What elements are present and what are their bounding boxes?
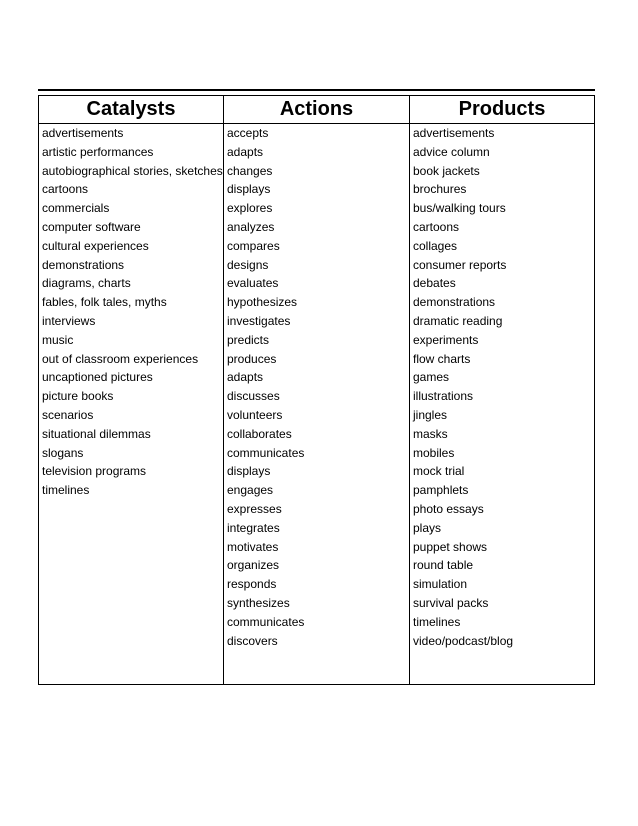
product-item: puppet shows bbox=[413, 539, 488, 554]
catalysts-actions-products-table bbox=[38, 95, 595, 685]
product-item: brochures bbox=[413, 182, 467, 197]
actions-column bbox=[224, 124, 409, 650]
action-item: evaluates bbox=[227, 276, 279, 291]
action-item: produces bbox=[227, 351, 277, 366]
product-item: experiments bbox=[413, 332, 479, 347]
header-catalysts: Catalysts bbox=[86, 98, 176, 120]
catalyst-item: slogans bbox=[42, 445, 84, 460]
product-item: advice column bbox=[413, 144, 490, 159]
product-item: timelines bbox=[413, 614, 461, 629]
catalyst-item: uncaptioned pictures bbox=[42, 370, 153, 385]
action-item: discusses bbox=[227, 389, 280, 404]
action-item: investigates bbox=[227, 313, 291, 328]
action-item: adapts bbox=[227, 370, 264, 385]
product-item: pamphlets bbox=[413, 483, 469, 498]
action-item: communicates bbox=[227, 614, 305, 629]
action-item: organizes bbox=[227, 558, 280, 573]
catalyst-item: interviews bbox=[42, 313, 96, 328]
action-item: designs bbox=[227, 257, 269, 272]
product-item: advertisements bbox=[413, 126, 495, 140]
catalyst-item: cultural experiences bbox=[42, 238, 149, 253]
catalyst-item: scenarios bbox=[42, 407, 94, 422]
catalyst-item: diagrams, charts bbox=[42, 276, 131, 291]
catalyst-item: fables, folk tales, myths bbox=[42, 295, 167, 310]
action-item: communicates bbox=[227, 445, 305, 460]
product-item: masks bbox=[413, 426, 448, 441]
product-item: debates bbox=[413, 276, 456, 291]
product-item: flow charts bbox=[413, 351, 471, 366]
action-item: displays bbox=[227, 182, 271, 197]
product-item: round table bbox=[413, 558, 474, 573]
catalyst-item: commercials bbox=[42, 201, 110, 216]
product-item: photo essays bbox=[413, 501, 484, 516]
product-item: simulation bbox=[413, 577, 468, 592]
product-item: consumer reports bbox=[413, 257, 507, 272]
action-item: integrates bbox=[227, 520, 280, 535]
header-actions: Actions bbox=[279, 98, 354, 120]
product-item: illustrations bbox=[413, 389, 474, 404]
product-item: mock trial bbox=[413, 464, 465, 479]
product-item: plays bbox=[413, 520, 442, 535]
action-item: responds bbox=[227, 577, 277, 592]
action-item: motivates bbox=[227, 539, 279, 554]
catalysts-column bbox=[39, 124, 223, 500]
catalyst-item: artistic performances bbox=[42, 144, 154, 159]
action-item: hypothesizes bbox=[227, 295, 298, 310]
catalyst-item: advertisements bbox=[42, 126, 124, 140]
products-column bbox=[410, 124, 594, 650]
action-item: analyzes bbox=[227, 219, 275, 234]
catalyst-item: autobiographical stories, sketches bbox=[42, 163, 223, 178]
product-item: games bbox=[413, 370, 450, 385]
catalyst-item: television programs bbox=[42, 464, 147, 479]
action-item: explores bbox=[227, 201, 273, 216]
catalyst-item: cartoons bbox=[42, 182, 89, 197]
catalyst-item: out of classroom experiences bbox=[42, 351, 199, 366]
product-item: book jackets bbox=[413, 163, 480, 178]
catalyst-item: music bbox=[42, 332, 74, 347]
action-item: changes bbox=[227, 163, 273, 178]
action-item: accepts bbox=[227, 126, 269, 140]
product-item: dramatic reading bbox=[413, 313, 503, 328]
catalyst-item: picture books bbox=[42, 389, 114, 404]
catalyst-item: computer software bbox=[42, 219, 141, 234]
header-products: Products bbox=[458, 98, 546, 120]
catalyst-item: situational dilemmas bbox=[42, 426, 151, 441]
product-item: survival packs bbox=[413, 595, 489, 610]
product-item: mobiles bbox=[413, 445, 455, 460]
product-item: cartoons bbox=[413, 219, 460, 234]
product-item: jingles bbox=[413, 407, 448, 422]
action-item: compares bbox=[227, 238, 280, 253]
product-item: bus/walking tours bbox=[413, 201, 506, 216]
action-item: expresses bbox=[227, 501, 282, 516]
action-item: volunteers bbox=[227, 407, 283, 422]
action-item: displays bbox=[227, 464, 271, 479]
action-item: predicts bbox=[227, 332, 270, 347]
action-item: synthesizes bbox=[227, 595, 290, 610]
product-item: video/podcast/blog bbox=[413, 633, 514, 648]
action-item: discovers bbox=[227, 633, 278, 648]
catalyst-item: demonstrations bbox=[42, 257, 125, 272]
catalyst-item: timelines bbox=[42, 483, 90, 498]
product-item: collages bbox=[413, 238, 458, 253]
action-item: adapts bbox=[227, 144, 264, 159]
action-item: collaborates bbox=[227, 426, 292, 441]
action-item: engages bbox=[227, 483, 274, 498]
top-rule bbox=[38, 89, 595, 91]
product-item: demonstrations bbox=[413, 295, 496, 310]
table-header-row bbox=[39, 96, 594, 124]
